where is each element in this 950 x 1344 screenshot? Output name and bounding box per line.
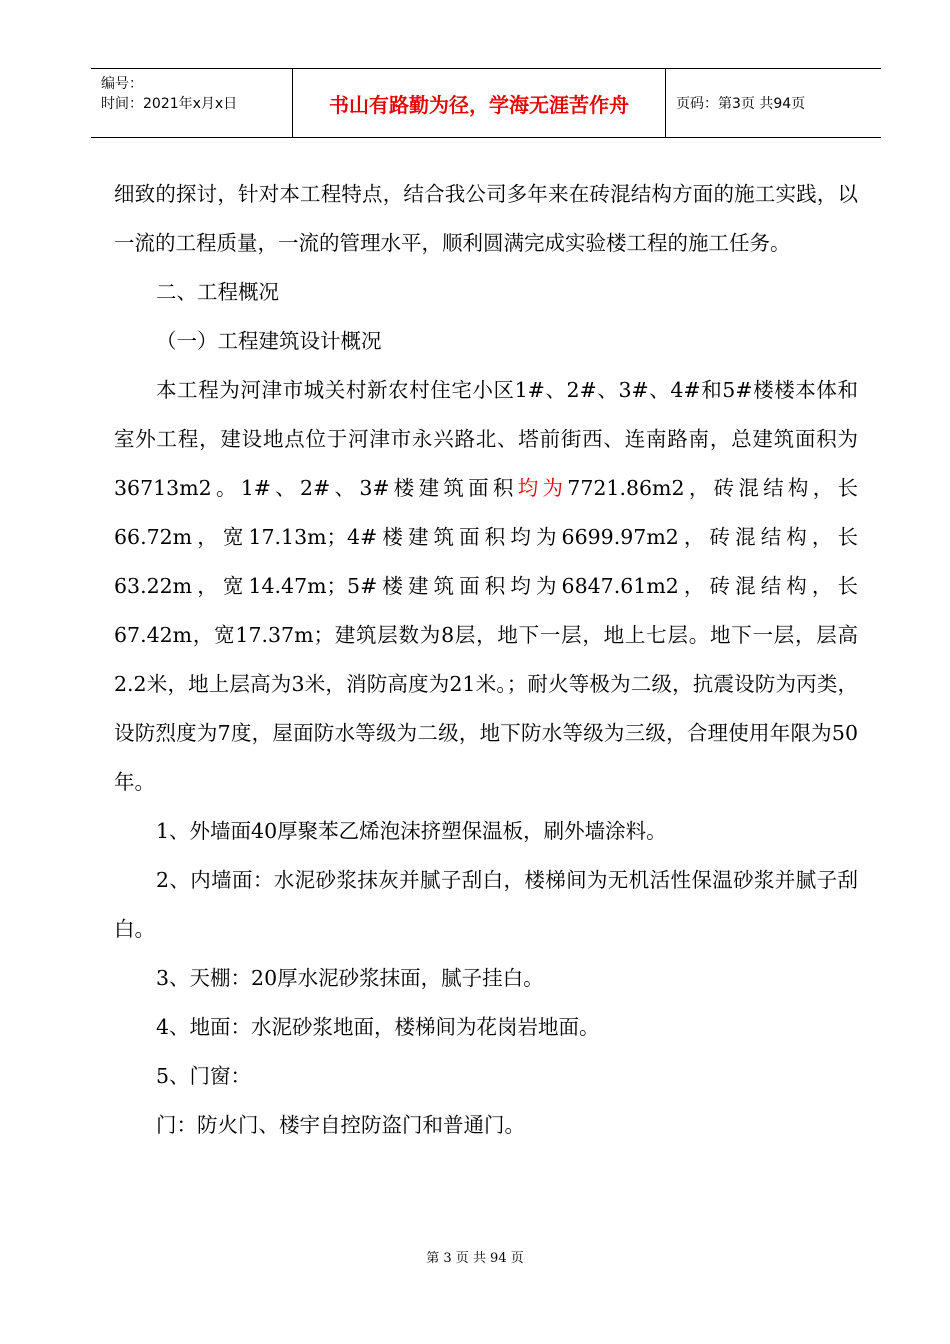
overview-text-b: 7721.86m2，砖混结构，长66.72m，宽17.13m；4#楼建筑面积均为6699.97m2，砖混结构，长63.22m，宽14.47m；5#楼建筑面积均为6847.61m2，砖混结构，长67.42m，宽17.37m；建筑层数为8层，地下一层，地上七层。地下一层，层高2.2米，地上层高为3米，消防高度为21米。；耐火等极为二级，抗震设防为丙类，设防烈度为7度，屋面防水等级为二级，地下防水等级为三级，合理使用年限为50年。 xyxy=(114,476,858,794)
subsection-heading: （一）工程建筑设计概况 xyxy=(156,329,382,353)
page-header xyxy=(91,68,881,138)
document-body xyxy=(114,170,858,1150)
motto-text: 书山有路勤为径，学海无涯苦作舟 xyxy=(329,92,629,117)
item-floor: 4、地面：水泥砂浆地面，楼梯间为花岗岩地面。 xyxy=(156,1015,600,1039)
header-motto-cell xyxy=(292,69,666,137)
item-doors: 门：防火门、楼宇自控防盗门和普通门。 xyxy=(156,1113,525,1137)
item-interior-wall: 2、内墙面：水泥砂浆抹灰并腻子刮白，楼梯间为无机活性保温砂浆并腻子刮白。 xyxy=(114,868,858,941)
page-number-label: 页码：第3页 共94页 xyxy=(676,96,806,112)
paragraph-overview xyxy=(114,366,858,807)
paragraph-intro: 细致的探讨，针对本工程特点，结合我公司多年来在砖混结构方面的施工实践，以一流的工程质量，一流的管理水平，顺利圆满完成实验楼工程的施工任务。 xyxy=(114,182,858,255)
page-footer: 第 3 页 共 94 页 xyxy=(426,1251,524,1266)
item-ceiling: 3、天棚：20厚水泥砂浆抹面，腻子挂白。 xyxy=(156,966,544,990)
header-meta xyxy=(91,69,291,137)
overview-text-a: 本工程为河津市城关村新农村住宅小区1#、2#、3#、4#和5#楼楼本体和室外工程，建设地点位于河津市永兴路北、塔前街西、连南路南，总建筑面积为36713m2。1#、2#、3#楼建筑面积 xyxy=(114,378,858,500)
number-label: 编号： xyxy=(101,76,143,92)
overview-highlight: 均为 xyxy=(517,476,568,500)
item-exterior-wall: 1、外墙面40厚聚苯乙烯泡沫挤塑保温板，刷外墙涂料。 xyxy=(156,819,667,843)
time-label: 时间：2021年x月x日 xyxy=(101,96,238,112)
item-doors-windows: 5、门窗： xyxy=(156,1064,252,1088)
section-heading: 二、工程概况 xyxy=(156,280,279,304)
header-page-cell xyxy=(666,69,891,137)
